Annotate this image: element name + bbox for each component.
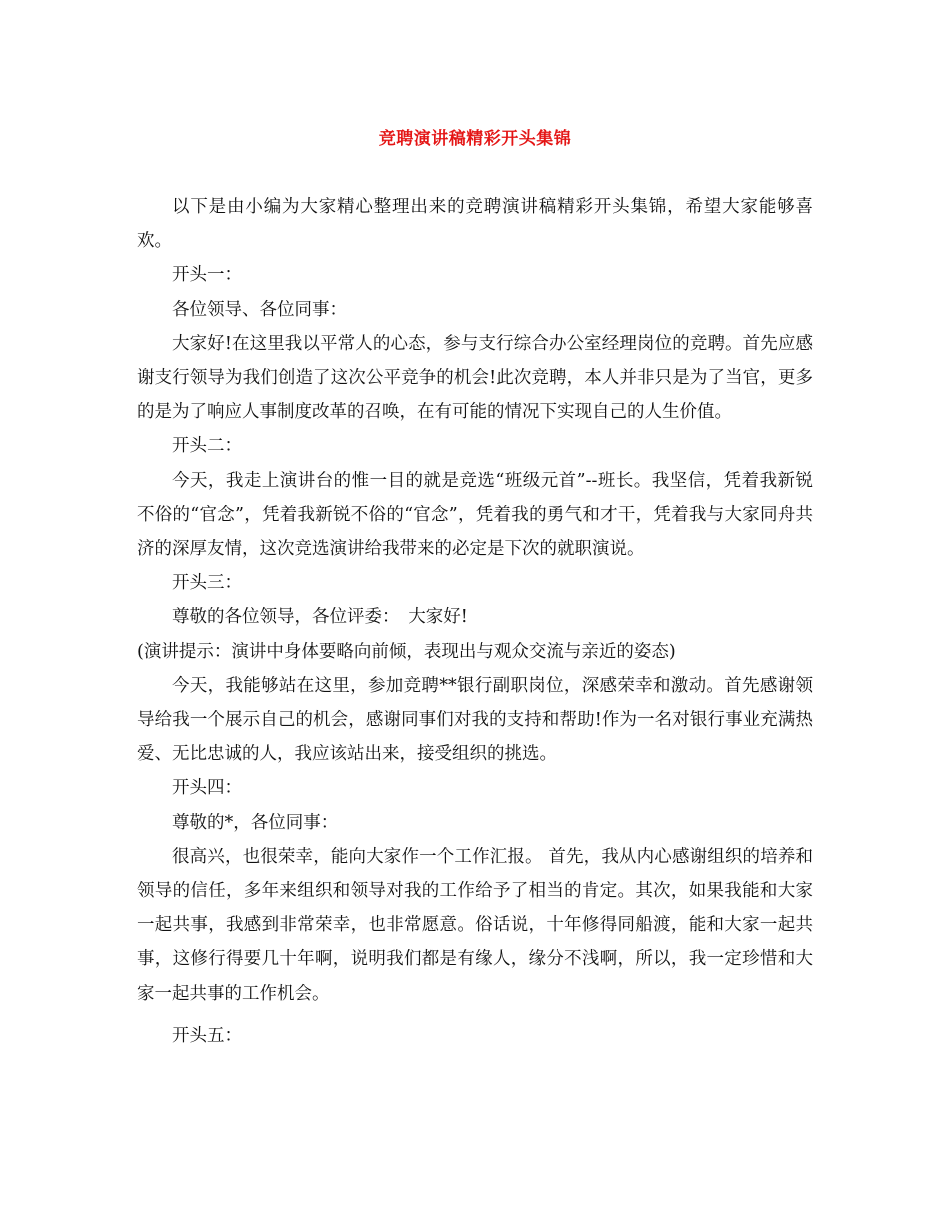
document-body [137, 190, 813, 1053]
paragraph-opening-1: 大家好!在这里我以平常人的心态，参与支行综合办公室经理岗位的竞聘。首先应感谢支行领导为我们创造了这次公平竞争的机会!此次竞聘，本人并非只是为了当官，更多的是为了响应人事制度改革的召唤，在有可能的情况下实现自己的人生价值。 [137, 333, 813, 423]
heading-opening-4: 开头四： [172, 778, 242, 799]
salutation-1: 各位领导、各位同事： [172, 299, 347, 320]
speech-tip: (演讲提示：演讲中身体要略向前倾，表现出与观众交流与亲近的姿态) [137, 641, 676, 662]
paragraph-opening-2: 今天，我走上演讲台的惟一目的就是竞选“班级元首”--班长。我坚信，凭着我新锐不俗的“官念”，凭着我新锐不俗的“官念”，凭着我的勇气和才干，凭着我与大家同舟共济的深厚友情，这次竞选演讲给我带来的必定是下次的就职演说。 [137, 470, 813, 560]
salutation-3: 尊敬的各位领导，各位评委： 大家好! [172, 607, 468, 628]
paragraph-intro: 以下是由小编为大家精心整理出来的竞聘演讲稿精彩开头集锦，希望大家能够喜欢。 [137, 197, 813, 252]
heading-opening-1: 开头一： [172, 265, 242, 286]
heading-opening-3: 开头三： [172, 573, 242, 594]
paragraph-opening-4: 很高兴，也很荣幸，能向大家作一个工作汇报。 首先，我从内心感谢组织的培养和领导的信任，多年来组织和领导对我的工作给予了相当的肯定。其次，如果我能和大家一起共事，我感到非常荣幸，也非常愿意。俗话说，十年修得同船渡，能和大家一起共事，这修行得要几十年啊，说明我们都是有缘人，缘分不浅啊，所以，我一定珍惜和大家一起共事的工作机会。 [137, 846, 813, 1004]
salutation-4: 尊敬的*，各位同事： [172, 812, 339, 833]
paragraph-opening-3: 今天，我能够站在这里，参加竞聘**银行副职岗位，深感荣幸和激动。首先感谢领导给我一个展示自己的机会，感谢同事们对我的支持和帮助!作为一名对银行事业充满热爱、无比忠诚的人，我应该站出来，接受组织的挑选。 [137, 675, 813, 765]
heading-opening-5: 开头五： [172, 1025, 242, 1046]
heading-opening-2: 开头二： [172, 436, 242, 457]
document-title: 竞聘演讲稿精彩开头集锦 [378, 129, 572, 149]
